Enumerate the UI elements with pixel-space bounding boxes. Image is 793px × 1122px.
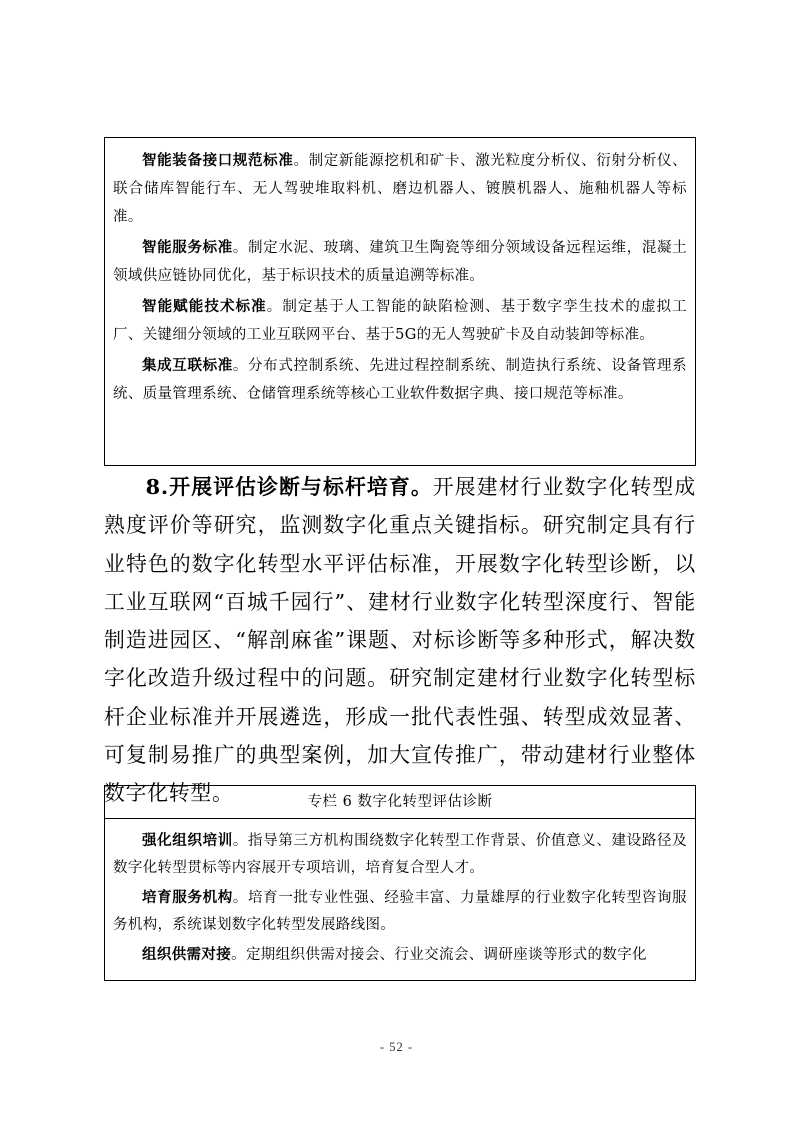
box-paragraph (113, 293, 687, 349)
page-number: - 52 - (379, 1040, 414, 1054)
box-paragraph (113, 827, 687, 882)
main-paragraph-text: 开展建材行业数字化转型成熟度评价等研究，监测数字化重点关键指标。研究制定具有行业特色的数字化转型水平评估标准，开展数字化转型诊断，以工业互联网“百城千园行”、建材行业数字化转型深度行、智能制造进园区、“解剖麻雀”课题、对标诊断等多种形式，解决数字化改造升级过程中的问题。研究制定建材行业数字化转型标杆企业标准并开展遴选，形成一批代表性强、转型成效显著、可复制易推广的典型案例，加大宣传推广，带动建材行业整体数字化转型。 (104, 475, 696, 806)
paragraph-lead: 强化组织培训 (142, 832, 233, 849)
paragraph-text: 。指导第三方机构围绕数字化转型工作背景、价值意义、建设路径及数字化转型贯标等内容展开专项培训，培育复合型人才。 (113, 833, 687, 876)
paragraph-lead: 智能赋能技术标准 (142, 298, 267, 315)
box-paragraph (113, 234, 687, 290)
column-box-title: 专栏 6 数字化转型评估诊断 (105, 786, 695, 819)
paragraph-lead: 集成互联标准 (142, 357, 233, 374)
box-paragraph (113, 941, 687, 969)
standards-column-box (104, 137, 696, 466)
paragraph-lead: 智能服务标准 (142, 239, 233, 256)
column-box-body (105, 819, 695, 969)
box-paragraph (113, 884, 687, 939)
paragraph-lead: 培育服务机构 (142, 889, 233, 906)
main-paragraph (104, 468, 696, 813)
assessment-column-box (104, 785, 696, 981)
paragraph-text: 。定期组织供需对接会、行业交流会、调研座谈等形式的数字化 (231, 947, 647, 963)
paragraph-lead: 组织供需对接 (142, 946, 232, 963)
paragraph-text: 。制定水泥、玻璃、建筑卫生陶瓷等细分领域设备远程运维，混凝土领域供应链协同优化，基于标识技术的质量追溯等标准。 (113, 240, 687, 284)
paragraph-text: 。分布式控制系统、先进过程控制系统、制造执行系统、设备管理系统、质量管理系统、仓储管理系统等核心工业软件数据字典、接口规范等标准。 (113, 358, 687, 402)
paragraph-text: 。制定基于人工智能的缺陷检测、基于数字孪生技术的虚拟工厂、关键细分领域的工业互联网平台、基于5G的无人驾驶矿卡及自动装卸等标准。 (113, 299, 687, 343)
paragraph-text: 。培育一批专业性强、经验丰富、力量雄厚的行业数字化转型咨询服务机构，系统谋划数字化转型发展路线图。 (113, 890, 687, 933)
box-paragraph (113, 352, 687, 408)
section-heading: 8.开展评估诊断与标杆培育。 (145, 474, 433, 499)
box-paragraph (113, 147, 687, 231)
paragraph-text: 。制定新能源挖机和矿卡、激光粒度分析仪、衍射分析仪、联合储库智能行车、无人驾驶堆取料机、磨边机器人、镀膜机器人、施釉机器人等标准。 (113, 153, 687, 225)
paragraph-lead: 智能装备接口规范标准 (142, 152, 294, 169)
